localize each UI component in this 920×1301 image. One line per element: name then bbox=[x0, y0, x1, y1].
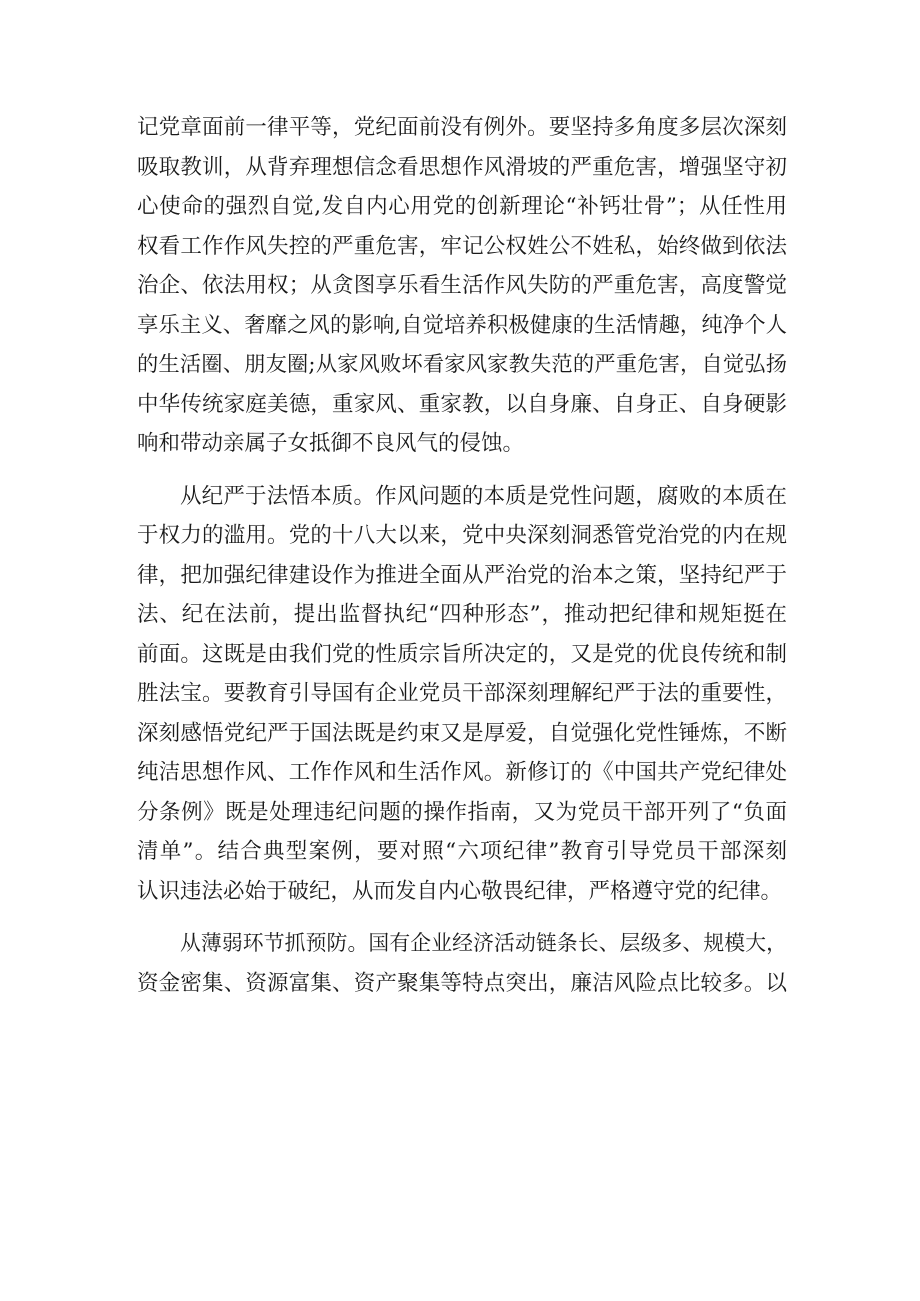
text-line: 权看工作作风失控的严重危害，牢记公权姓公不姓私，始终做到依法 bbox=[137, 233, 787, 259]
paragraph-3 bbox=[137, 924, 787, 1003]
paragraph-2 bbox=[137, 477, 787, 912]
text-line: 法、纪在法前，提出监督执纪“四种形态”，推动把纪律和规矩挺在 bbox=[137, 602, 787, 627]
text-line: 清单”。结合典型案例，要对照“六项纪律”教育引导党员干部深刻 bbox=[137, 839, 787, 864]
paragraph-1 bbox=[137, 108, 787, 464]
text-line: 从薄弱环节抓预防。国有企业经济活动链条长、层级多、规模大， bbox=[180, 931, 787, 955]
text-line: 分条例》既是处理违纪问题的操作指南，又为党员干部开列了“负面 bbox=[137, 799, 787, 825]
text-line: 从纪严于法悟本质。作风问题的本质是党性问题，腐败的本质在 bbox=[180, 483, 787, 509]
text-line: 中华传统家庭美德，重家风、重家教，以自身廉、自身正、自身硬影 bbox=[137, 391, 787, 417]
text-line: 的生活圈、朋友圈;从家风败坏看家风家教失范的严重危害，自觉弘扬 bbox=[137, 352, 787, 377]
text-line: 于权力的滥用。党的十八大以来，党中央深刻洞悉管党治党的内在规 bbox=[137, 523, 787, 548]
text-line: 胜法宝。要教育引导国有企业党员干部深刻理解纪严于法的重要性， bbox=[137, 681, 787, 706]
text-line: 深刻感悟党纪严于国法既是约束又是厚爱，自觉强化党性锤炼，不断 bbox=[137, 720, 787, 746]
document-body bbox=[137, 108, 787, 1003]
text-line: 记党章面前一律平等，党纪面前没有例外。要坚持多角度多层次深刻 bbox=[137, 115, 787, 140]
text-line: 律，把加强纪律建设作为推进全面从严治党的治本之策，坚持纪严于 bbox=[137, 562, 787, 588]
text-line: 响和带动亲属子女抵御不良风气的侵蚀。 bbox=[137, 431, 525, 456]
text-line: 认识违法必始于破纪，从而发自内心敬畏纪律，严格遵守党的纪律。 bbox=[137, 878, 783, 904]
text-line: 吸取教训，从背弃理想信念看思想作风滑坡的严重危害，增强坚守初 bbox=[137, 154, 787, 180]
text-line: 资金密集、资源富集、资产聚集等特点突出，廉洁风险点比较多。以 bbox=[137, 970, 787, 996]
text-line: 治企、依法用权；从贪图享乐看生活作风失防的严重危害，高度警觉 bbox=[137, 273, 787, 298]
text-line: 前面。这既是由我们党的性质宗旨所决定的，又是党的优良传统和制 bbox=[137, 641, 787, 667]
text-line: 享乐主义、奢靡之风的影响,自觉培养积极健康的生活情趣，纯净个人 bbox=[137, 312, 787, 338]
text-line: 心使命的强烈自觉,发自内心用党的创新理论“补钙壮骨”；从任性用 bbox=[137, 194, 787, 219]
text-line: 纯洁思想作风、工作作风和生活作风。新修订的《中国共产党纪律处 bbox=[137, 760, 787, 785]
